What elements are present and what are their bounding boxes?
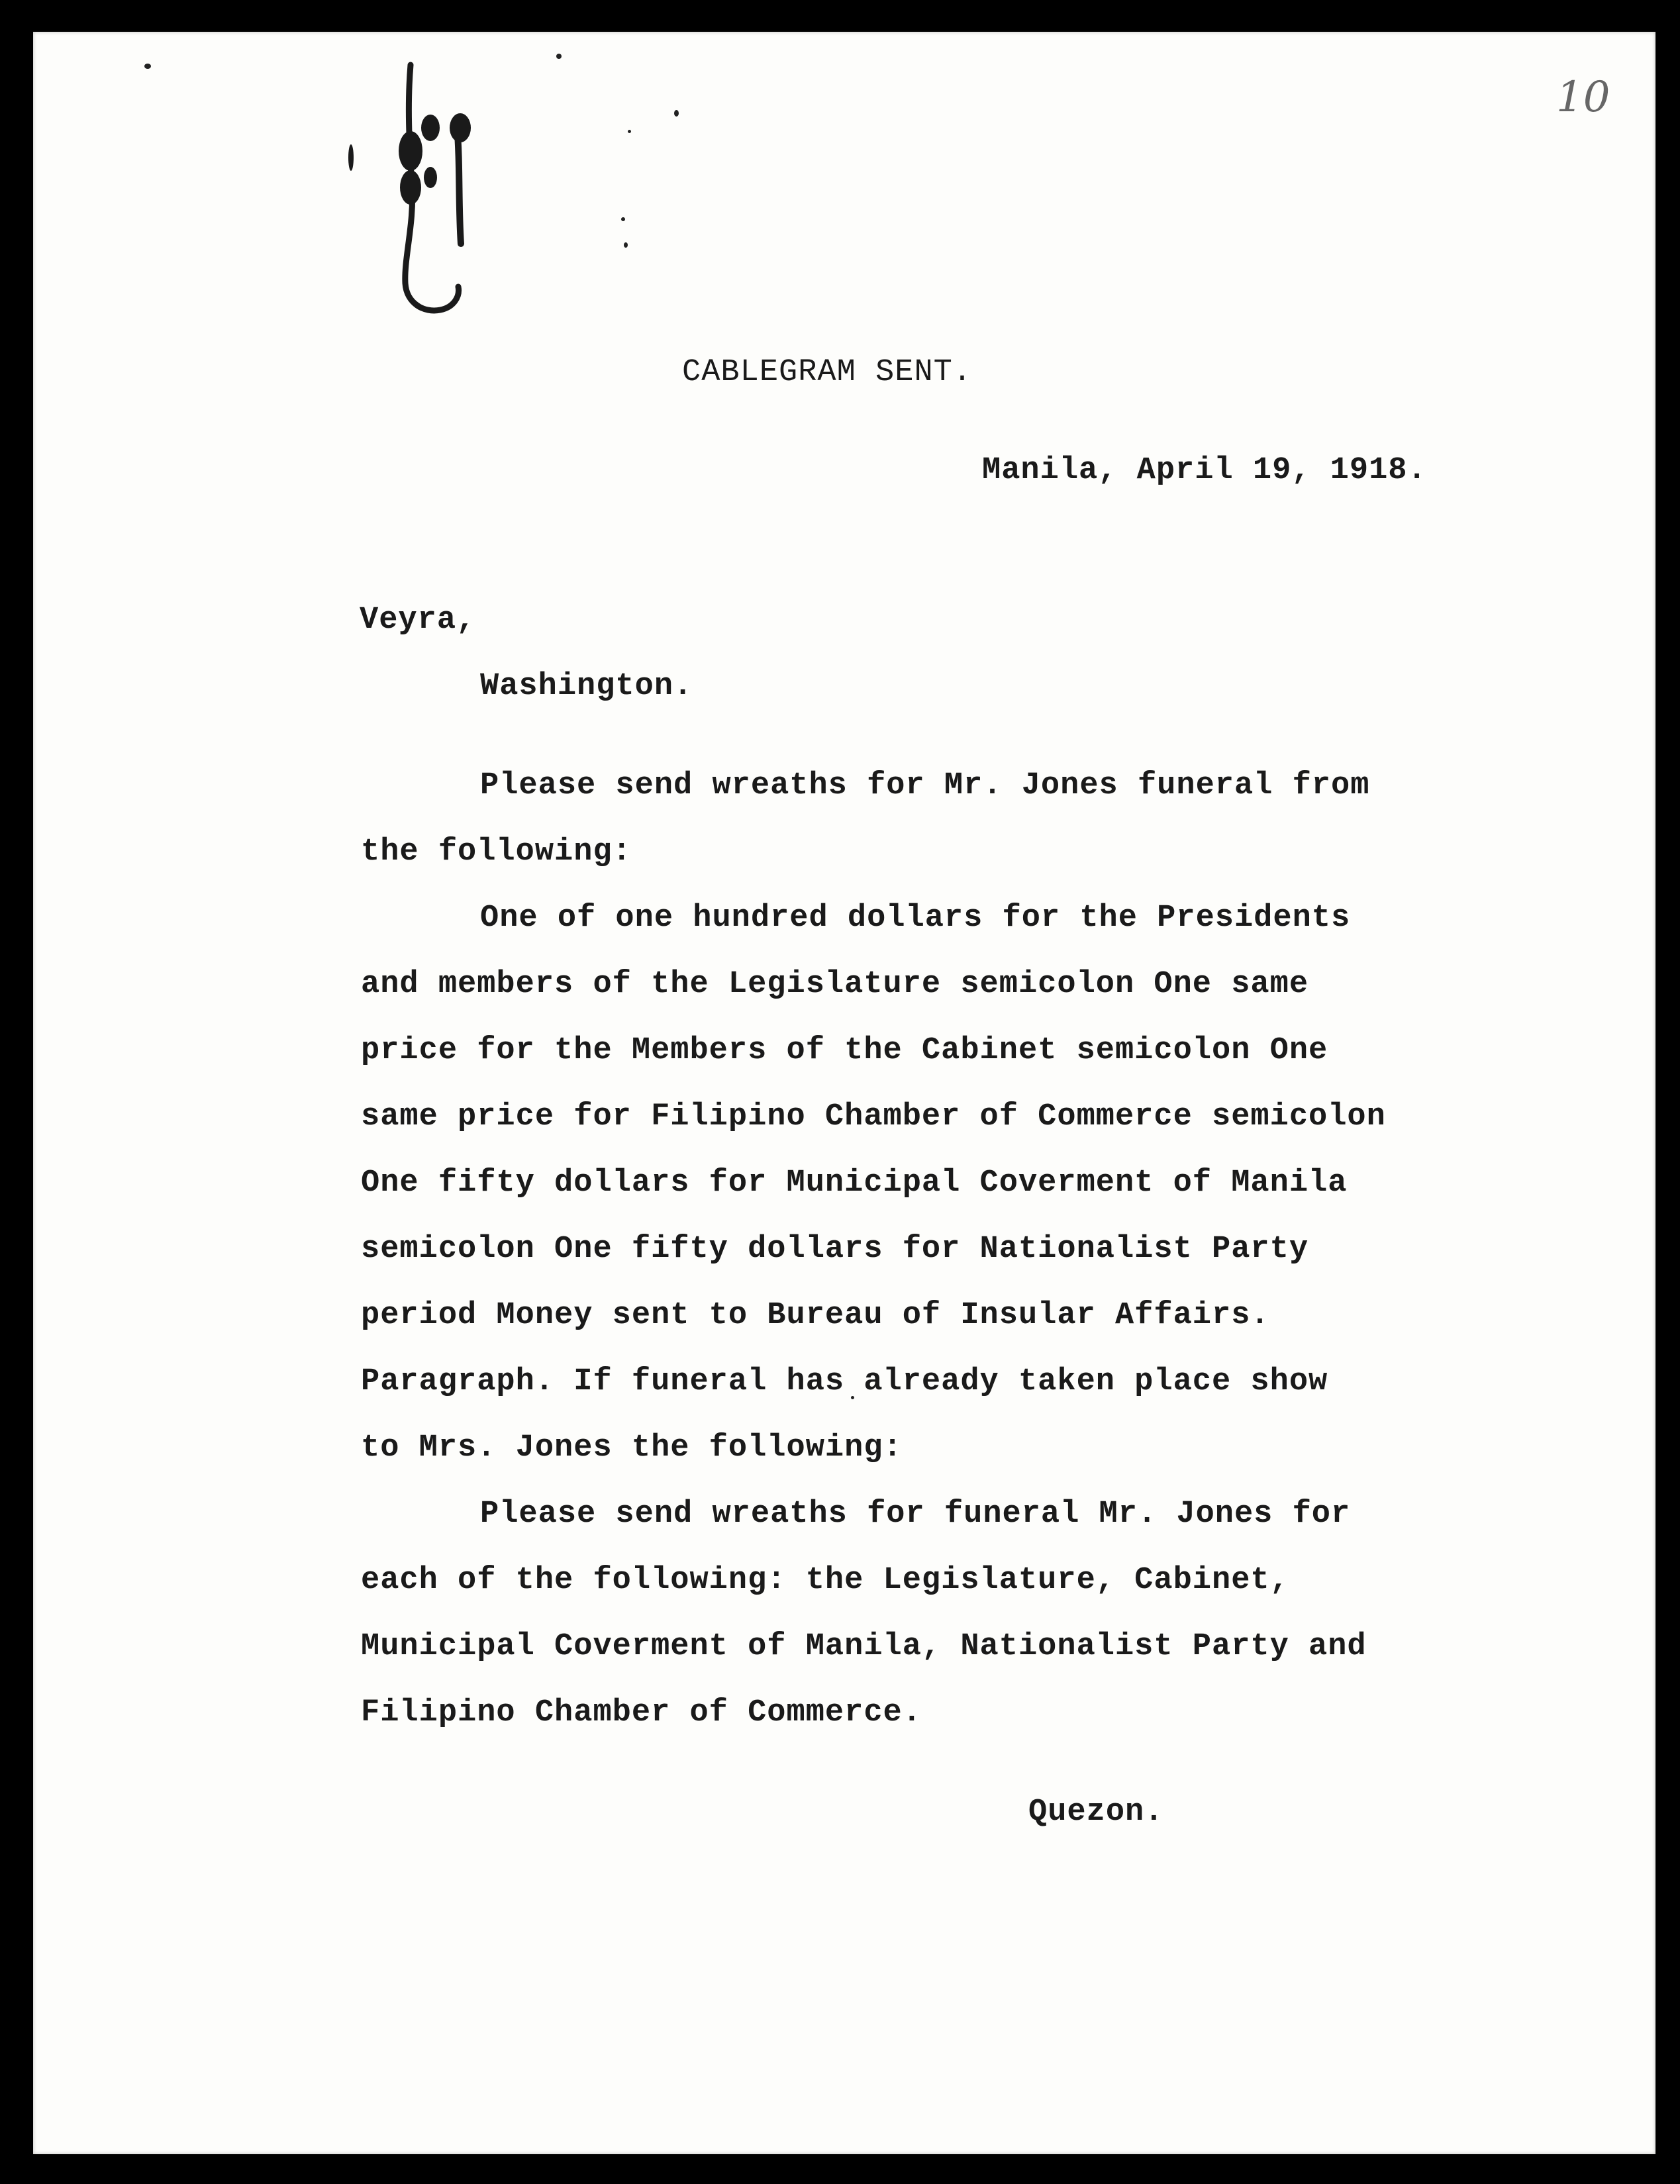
addressee-location: Washington. <box>480 669 693 704</box>
page-number: 10 <box>1556 73 1610 122</box>
signature: Quezon. <box>1028 1795 1164 1830</box>
body-line: price for the Members of the Cabinet semicolon One <box>361 1033 1328 1068</box>
body-line: and members of the Legislature semicolon One same <box>361 967 1309 1002</box>
binding-clip-mark <box>331 52 510 330</box>
ink-speck <box>556 54 562 59</box>
body-line: Filipino Chamber of Commerce. <box>361 1695 922 1730</box>
body-line: Municipal Coverment of Manila, Nationalist Party and <box>361 1629 1367 1664</box>
dateline: Manila, April 19, 1918. <box>982 453 1427 488</box>
body-line: semicolon One fifty dollars for Nationalist Party <box>361 1232 1309 1267</box>
body-line: One fifty dollars for Municipal Coverment of Manila <box>361 1166 1348 1201</box>
ink-speck <box>628 130 631 133</box>
body-line: same price for Filipino Chamber of Commerce semicolon <box>361 1099 1386 1134</box>
cablegram-heading: CABLEGRAM SENT. <box>682 355 973 390</box>
body-line: period Money sent to Bureau of Insular Affairs. <box>361 1298 1270 1333</box>
body-line: Paragraph. If funeral has already taken place show <box>361 1364 1328 1399</box>
body-line: Please send wreaths for funeral Mr. Jones for <box>480 1497 1351 1532</box>
addressee-name: Veyra, <box>360 603 476 638</box>
body-line: each of the following: the Legislature, Cabinet, <box>361 1563 1289 1598</box>
body-line: Please send wreaths for Mr. Jones funeral from <box>480 768 1370 803</box>
ink-speck <box>624 242 628 248</box>
body-line: to Mrs. Jones the following: <box>361 1430 903 1465</box>
ink-speck <box>674 110 679 117</box>
document-page <box>33 32 1655 2154</box>
body-line: One of one hundred dollars for the Presidents <box>480 901 1351 936</box>
ink-speck <box>144 64 151 69</box>
ink-speck <box>621 217 625 221</box>
body-line: the following: <box>361 834 632 869</box>
